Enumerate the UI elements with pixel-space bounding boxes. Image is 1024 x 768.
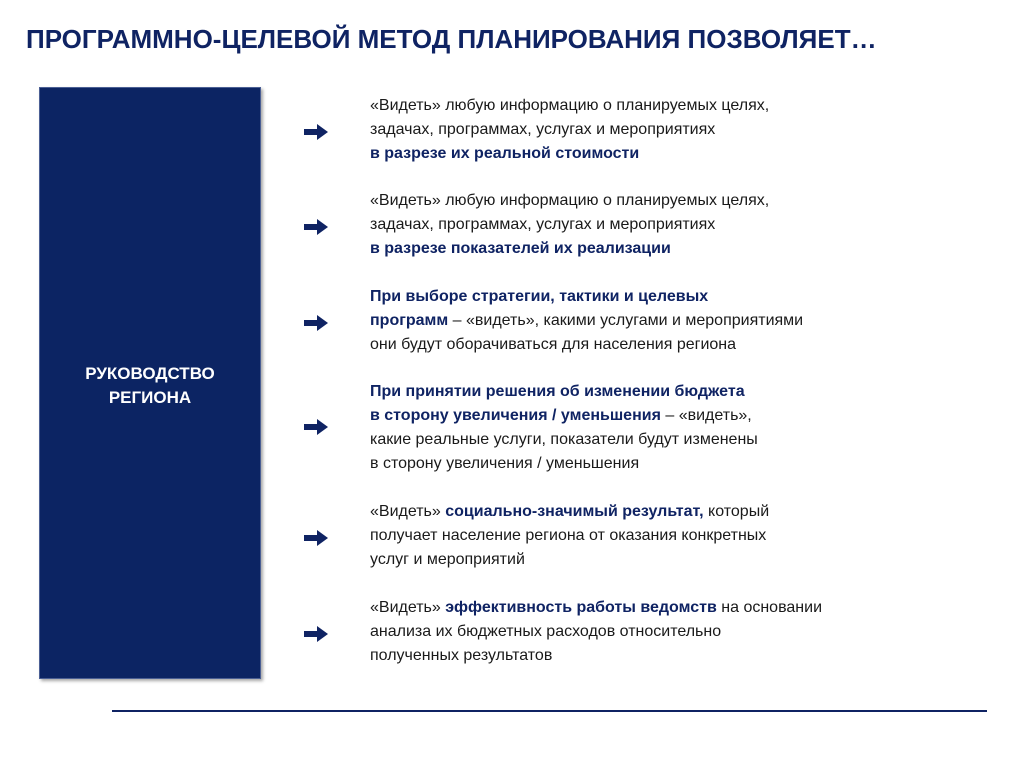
item-line	[370, 500, 970, 524]
list-item	[303, 94, 983, 166]
list-item	[303, 380, 983, 472]
item-line: полученных результатов	[370, 647, 553, 664]
item-line	[370, 404, 970, 428]
page-title: ПРОГРАММНО-ЦЕЛЕВОЙ МЕТОД ПЛАНИРОВАНИЯ ПОЗВОЛЯЕТ…	[26, 24, 877, 54]
item-text	[370, 94, 970, 166]
side-panel	[39, 87, 261, 679]
right-arrow-icon	[303, 527, 329, 549]
item-line: они будут оборачиваться для населения региона	[370, 336, 737, 353]
item-line-bold: При принятии решения об изменении бюджета	[370, 383, 745, 400]
bottom-divider	[112, 710, 987, 712]
item-line: «Видеть» любую информацию о планируемых целях,	[370, 97, 770, 114]
item-line-bold: в разрезе их реальной стоимости	[370, 145, 640, 162]
item-bold-fragment: социально-значимый результат,	[445, 503, 704, 520]
item-line: в сторону увеличения / уменьшения	[370, 455, 640, 472]
item-text	[370, 500, 970, 572]
item-line: задачах, программах, услугах и мероприятиях	[370, 216, 716, 233]
item-fragment: который	[703, 503, 770, 520]
list-item	[303, 500, 983, 572]
item-line	[370, 596, 970, 620]
right-arrow-icon	[303, 216, 329, 238]
item-line: задачах, программах, услугах и мероприятиях	[370, 121, 716, 138]
side-panel-line-1: РУКОВОДСТВО	[85, 364, 215, 383]
item-text	[370, 596, 970, 668]
right-arrow-icon	[303, 623, 329, 645]
right-arrow-icon	[303, 121, 329, 143]
item-line-bold: При выборе стратегии, тактики и целевых	[370, 288, 709, 305]
item-fragment: – «видеть», какими услугами и мероприятиями	[448, 312, 804, 329]
list-item	[303, 189, 983, 261]
list-item	[303, 285, 983, 357]
item-line	[370, 309, 970, 333]
item-line: получает население региона от оказания конкретных	[370, 527, 767, 544]
item-text	[370, 285, 970, 357]
item-text	[370, 189, 970, 261]
item-fragment: на основании	[716, 599, 822, 616]
right-arrow-icon	[303, 416, 329, 438]
item-line: какие реальные услуги, показатели будут изменены	[370, 431, 758, 448]
item-bold-fragment: эффективность работы ведомств	[445, 599, 717, 616]
item-text	[370, 380, 970, 476]
right-arrow-icon	[303, 312, 329, 334]
side-panel-label	[40, 362, 260, 410]
item-line-bold: в разрезе показателей их реализации	[370, 240, 671, 257]
item-bold-fragment: программ	[370, 312, 449, 329]
item-fragment: «Видеть»	[370, 503, 446, 520]
item-fragment: «Видеть»	[370, 599, 446, 616]
list-item	[303, 596, 983, 668]
item-line: анализа их бюджетных расходов относительно	[370, 623, 722, 640]
item-line: «Видеть» любую информацию о планируемых целях,	[370, 192, 770, 209]
item-fragment: – «видеть»,	[660, 407, 752, 424]
item-bold-fragment: в сторону увеличения / уменьшения	[370, 407, 661, 424]
item-line: услуг и мероприятий	[370, 551, 525, 568]
side-panel-line-2: РЕГИОНА	[108, 388, 192, 407]
